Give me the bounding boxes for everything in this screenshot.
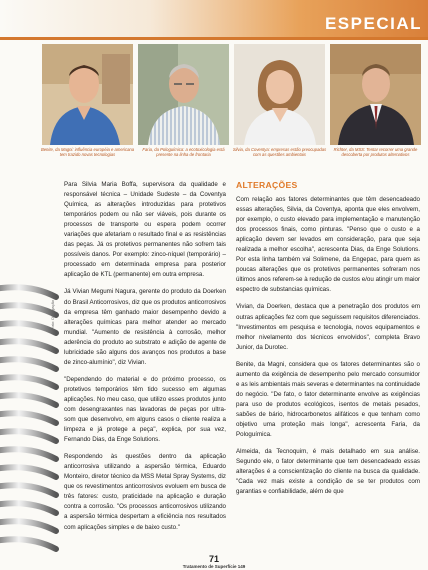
portrait-photo-richter — [330, 44, 421, 145]
body-paragraph: Vivian, da Doerken, destaca que a penetração dos produtos em outras aplicações fez com que seguissem requisitos diferenciados. "Investimentos em pesquisa e tecnologia, novos equipamentos e melhor nivelamento dos técnicos envolvidos", completa Bravo Junior, da Durotec. — [236, 303, 420, 351]
portrait-photo-benite — [42, 44, 133, 145]
photo-strip — [42, 44, 426, 162]
portrait-photo-silvia — [234, 44, 325, 145]
magazine-name: Tratamento de Superfície 149 — [182, 564, 246, 569]
photo-caption: Faria, da Pologuímica: a ecotoxicologia está presente na linha de frontaria — [142, 147, 225, 157]
body-paragraph: Com relação aos fatores determinantes que têm desencadeado essas alterações, Silvia, da Coventya, aponta que eles envolvem, por exemplo, o custo elevado para implementação e manutenção dos processos finais, como pinturas. "Penso que o custo e a aplicação devem ser levados em consideração, para que seja realizada a melhor escolha", acrescenta Dias, da Enge Solutions. Por esta linha também vai Solimene, da Engepac, para quem as poucas alterações que os protetivos permanentes sofreram nos últimos anos referem-se à redução de custos e/ou atingir um maior espectro de substancias químicas. — [236, 196, 420, 294]
page-footer — [0, 555, 428, 570]
section-subtitle: ALTERAÇÕES — [236, 180, 298, 190]
photo-caption: Silvia, da Coventya: empresas estão preocupadas com as questões ambientais — [232, 147, 327, 157]
page-number: 71 — [208, 554, 219, 564]
body-paragraph: Para Silvia Maria Boffa, supervisora da qualidade e responsável técnica – Unidade Sudeste – da Coventya Química, as alterações introduzidas para protetivos temporários podem ou não ser viáveis, pois durante os processos de transporte ou espera podem ocorrer variações que afetariam o resultado final e as resistências das peças. Já os protetivos permanentes não sofrem tais possíveis danos. Por exemplo: zinco-níquel (temporário) – processado em determinada empresa para posterior aplicação de KTL (permanente) em outra empresa. — [64, 181, 226, 279]
body-paragraph: Almeida, da Tecnoquim, é mais detalhado em sua análise. Segundo ele, o fator determinante que tem desencadeado essas alterações é a conscientização do cliente na busca da qualidade. "Cada vez mais existe a condição de se ter produtos com garantias e confiabilidade, além de que — [236, 448, 420, 496]
photo-caption: Richter, da MSS: Tentar recorrer uma grande descoberta por produtos alternativos — [333, 147, 418, 157]
body-paragraph: "Dependendo do material e do próximo processo, os protetivos temporários têm tido sucesso em algumas aplicações. No meu caso, que utilizo esses produtos junto com desengraxantes nas lavadoras de peças por ultra-som que desenvolvo, em alguns casos o cliente realiza a limpeza e já protege a peça", explica, por sua vez, Fernando Dias, da Enge Solutions. — [64, 375, 226, 444]
body-paragraph: Benite, da Magni, considera que os fatores determinantes são o aumento da exigência de desempenho pelo mercado consumidor e as leis ambientais mais severas e determinantes na continuidade do negócio. "De fato, o fator determinante envolve as exigências para uso de produtos ecológicos, isentos de metais pesados, sabões de bário, hidrocarbonetos alifáticos e que tenham como objetivo uma proteção mais longa", acrescenta Faria, da Pologuímica. — [236, 360, 421, 439]
page-header — [0, 0, 428, 40]
right-column — [236, 180, 420, 504]
portrait-photo-faria — [138, 44, 229, 145]
section-title: ESPECIAL — [324, 14, 422, 33]
body-paragraph: Já Vivian Megumi Nagura, gerente do produto da Doerken do Brasil Anticorrosivos, diz que os produtos anticorrosivos da empresa têm ganhado maior desempenho devido a alterações químicas para melhor atender ao mercado mundial. "Aumento de resistência à corrosão, melhor aderência do produto ao substrato e adição de agente de lubricidade são alguns dos avanços nos produtos a base de zinco-alumínio", diz Vivian. — [64, 288, 226, 366]
header-stripe — [0, 37, 428, 40]
photo-caption: Benite, da Magni: influência européia e americana tem trazido novas tecnologias — [40, 147, 135, 157]
body-paragraph: Respondendo às questões dentro da aplicação anticorrosiva utilizando a aspersão térmica, Eduardo Monteiro, diretor técnico da MSS Metal Spray Systems, diz que os revestimentos anticorrosivos evoluem em busca de três fatores: custo, praticidade na aplicação e duração contra a corrosão. "Os processos anticorrosivos utilizando a aspersão térmica despertam a eficiência nos resultados com aplicações simples e de baixo custo." — [64, 453, 226, 531]
photo-credit: Foto: Divulgação — [50, 299, 55, 330]
left-column — [64, 180, 226, 540]
